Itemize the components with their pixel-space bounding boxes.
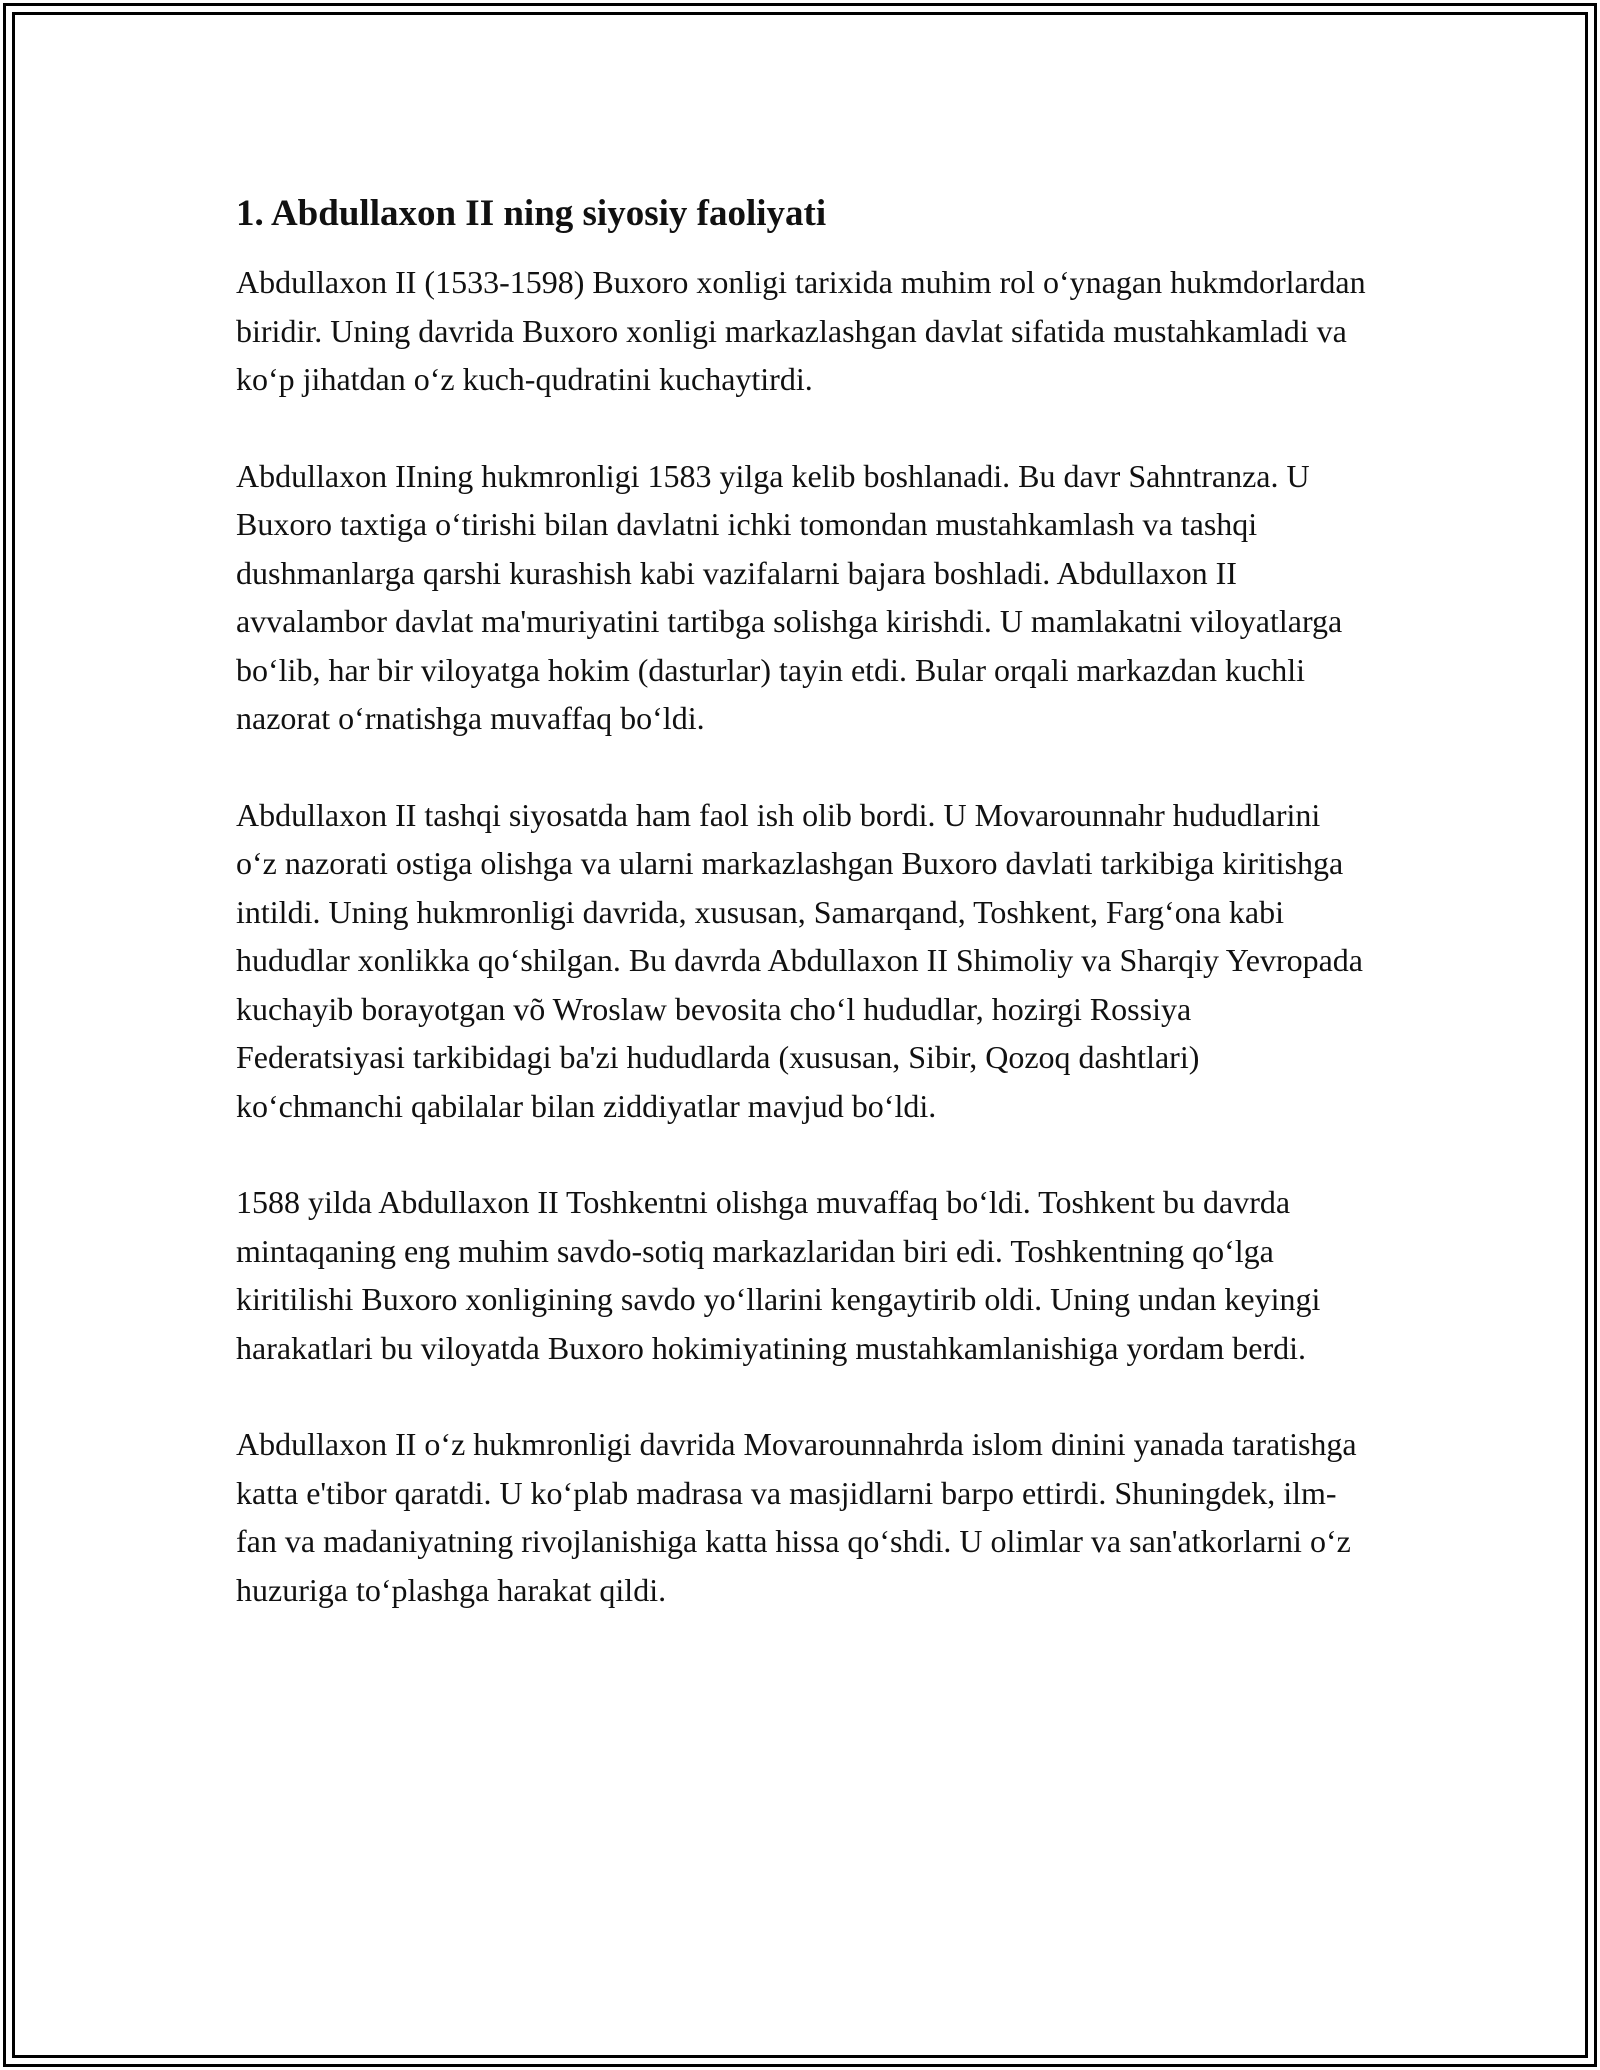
paragraph-1: Abdullaxon II (1533-1598) Buxoro xonligi tarixida muhim rol o‘ynagan hukmdorlardan biridir. Uning davrida Buxoro xonligi markazlashgan davlat sifatida mustahkamladi va ko‘p jihatdan o‘z kuch-qudratini kuchaytirdi. bbox=[236, 264, 1366, 397]
section-heading: 1. Abdullaxon II ning siyosiy faoliyati bbox=[236, 193, 827, 234]
paragraph-2: Abdullaxon IIning hukmronligi 1583 yilga kelib boshlanadi. Bu davr Sahntranza. U Buxoro taxtiga o‘tirishi bilan davlatni ichki tomondan mustahkamlash va tashqi dushmanlarga qarshi kurashish kabi vazifalarni bajara boshladi. Abdullaxon II avvalambor davlat ma'muriyatini tartibga solishga kirishdi. U mamlakatni viloyatlarga bo‘lib, har bir viloyatga hokim (dasturlar) tayin etdi. Bular orqali markazdan kuchli nazorat o‘rnatishga muvaffaq bo‘ldi. bbox=[236, 457, 1343, 736]
paragraph-5: Abdullaxon II o‘z hukmronligi davrida Movarounnahrda islom dinini yanada taratishga katta e'tibor qaratdi. U ko‘plab madrasa va masjidlarni barpo ettirdi. Shuningdek, ilm-fan va madaniyatning rivojlanishiga katta hissa qo‘shdi. U olimlar va san'atkorlarni o‘z huzuriga to‘plashga harakat qildi. bbox=[236, 1426, 1357, 1608]
paragraph-4: 1588 yilda Abdullaxon II Toshkentni olishga muvaffaq bo‘ldi. Toshkent bu davrda mintaqaning eng muhim savdo-sotiq markazlaridan biri edi. Toshkentning qo‘lga kiritilishi Buxoro xonligining savdo yo‘llarini kengaytirib oldi. Uning undan keyingi harakatlari bu viloyatda Buxoro hokimiyatining mustahkamlanishiga yordam berdi. bbox=[236, 1184, 1321, 1366]
paragraph-3: Abdullaxon II tashqi siyosatda ham faol ish olib bordi. U Movarounnahr hududlarini o‘z nazorati ostiga olishga va ularni markazlashgan Buxoro davlati tarkibiga kiritishga intildi. Uning hukmronligi davrida, xususan, Samarqand, Toshkent, Farg‘ona kabi hududlar xonlikka qo‘shilgan. Bu davrda Abdullaxon II Shimoliy va Sharqiy Yevropada kuchayib borayotgan võ Wroslaw bevosita cho‘l hududlar, hozirgi Rossiya Federatsiyasi tarkibidagi ba'zi hududlarda (xususan, Sibir, Qozoq dashtlari) ko‘chmanchi qabilalar bilan ziddiyatlar mavjud bo‘ldi. bbox=[236, 796, 1363, 1124]
document-body bbox=[236, 188, 1366, 1662]
